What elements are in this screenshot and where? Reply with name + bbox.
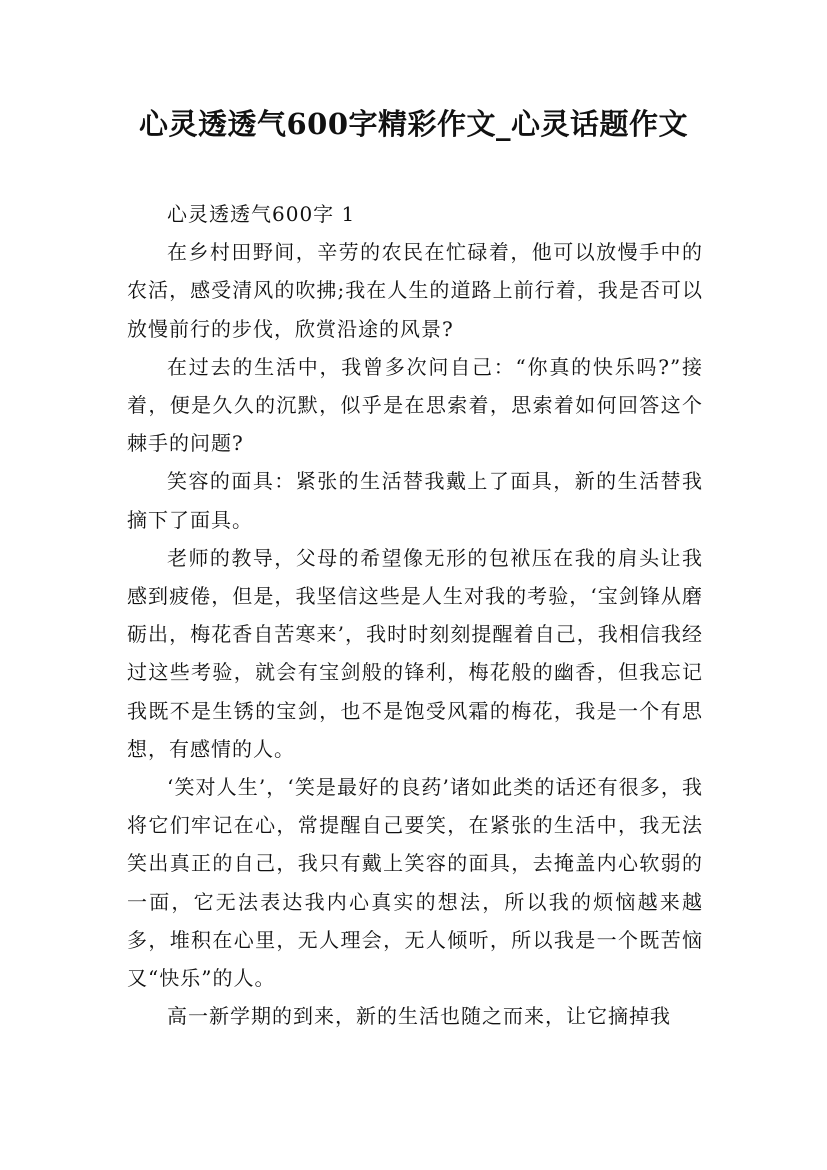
essay-subheading: 心灵透透气600字 1 xyxy=(167,202,356,226)
paragraph: ‘笑对人生’，‘笑是最好的良药’诸如此类的话还有很多，我将它们牢记在心，常提醒自己要笑，在紧张的生活中，我无法笑出真正的自己，我只有戴上笑容的面具，去掩盖内心软弱的一面，它无法表达我内心真实的想法，所以我的烦恼越来越多，堆积在心里，无人理会，无人倾听，所以我是一个既苦恼又“快乐”的人。 xyxy=(127,775,703,991)
paragraph: 老师的教导，父母的希望像无形的包袱压在我的肩头让我感到疲倦，但是，我坚信这些是人生对我的考验，‘宝剑锋从磨砺出，梅花香自苦寒来’，我时时刻刻提醒着自己，我相信我经过这些考验，就会有宝剑般的锋利，梅花般的幽香，但我忘记我既不是生锈的宝剑，也不是饱受风霜的梅花，我是一个有思想，有感情的人。 xyxy=(127,545,703,761)
paragraph: 笑容的面具：紧张的生活替我戴上了面具，新的生活替我摘下了面具。 xyxy=(127,469,703,532)
paragraph: 高一新学期的到来，新的生活也随之而来，让它摘掉我 xyxy=(167,1004,671,1029)
paragraph: 在乡村田野间，辛劳的农民在忙碌着，他可以放慢手中的农活，感受清风的吹拂;我在人生的道路上前行着，我是否可以放慢前行的步伐，欣赏沿途的风景? xyxy=(127,240,703,341)
document-body xyxy=(127,195,703,1035)
paragraph: 在过去的生活中，我曾多次问自己：“你真的快乐吗?”接着，便是久久的沉默，似乎是在思索着，思索着如何回答这个棘手的问题? xyxy=(127,354,703,456)
document-title: 心灵透透气600字精彩作文_心灵话题作文 xyxy=(138,107,689,141)
